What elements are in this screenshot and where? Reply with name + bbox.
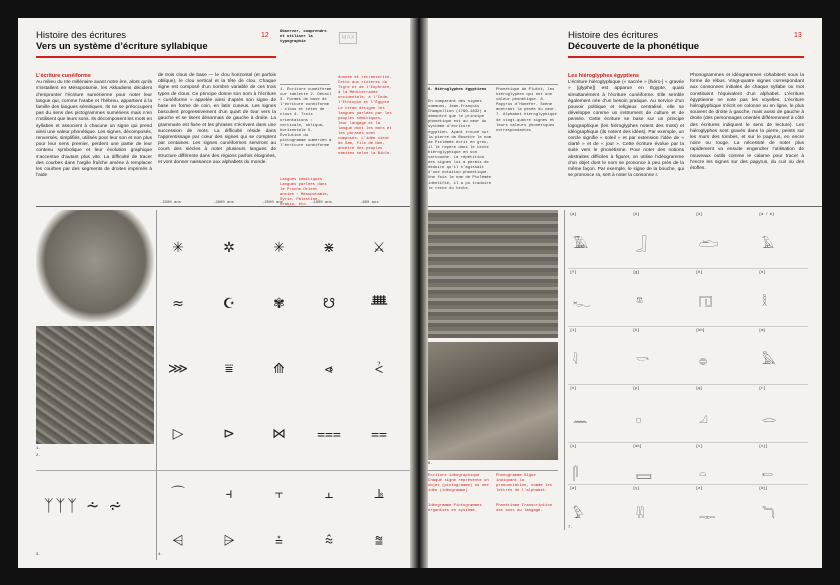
papyrus-hunefer-photo — [428, 342, 558, 460]
hiero-f-icon: 𓆑 — [573, 295, 592, 309]
left-page — [18, 18, 410, 568]
right-col1-text: L’écriture hiéroglyphique (« sacrée » [hiéro-] « gravée » [glyphe]) est apparue en Égypte, quasi simultanément à l’écriture cunéiforme. Elle semble également née d’un besoin pratique. Au service d’un pouvoir politique et religieux centralisé, elle se développe comme un instrument de culture et de pensée. Cette écriture se base sur un principe logographique (les hiéroglyphes notent des mots) et idéographique (ils notent des idées). Par exemple, un cercle signifie « soleil » et par extension l’idée de « clarté » et de « jour ». Cette écriture évolue par la suite vers le phonétisme. Pour noter des notions abstraites difficiles à figurer, on utilise l’idéogramme d’un objet dont le nom se prononce à peu près de la même façon. Par exemple, le signe de la bouche, qui se prononce ra, sert à noter la consonne r. — [568, 80, 684, 179]
alpha-label-24: [dj] — [759, 487, 768, 491]
left-mono-list: 1. Écriture cunéiforme sur tablette 2. Détail 3. Formes de base de l’écriture cunéiforme : clous et têtes de clous 4. Trois orientations : verticale, oblique, horizontale 5. Évolution du pictogramme sumérien à l’écriture cunéiforme — [280, 88, 332, 149]
right-mono-col1: En comparant des signes communs, Jean-François Champollion (1790-1832) a démontré que le principe phonétique est au cœur du système d’écriture égyptien. Ayant trouvé sur la pierre de Rosette le nom de Ptolémée écrit en grec, il le repère dans le texte hiéroglyphique en son cartouche. La répétition des signes lui a permis de déduire qu’il s’agissait d’une notation phonétique. Une fois le nom de Ptolémée identifié, il a pu traduire le reste du texte. — [428, 100, 492, 191]
alpha-label-1: [a] — [570, 213, 577, 217]
glyph-r4-c2: ⊳ — [223, 426, 235, 442]
clay-tablet-photo — [36, 210, 154, 322]
right-red-rule — [568, 56, 804, 58]
alpha-label-15: [q] — [696, 387, 703, 391]
hiero-dj-icon: 𓆓 — [762, 507, 775, 521]
glyph-r5-c5: ⫡ — [374, 486, 384, 502]
alpha-label-9: [i] — [570, 329, 577, 333]
hiero-m-icon: 𓅓 — [762, 353, 776, 367]
red-note-ideographic: Écriture idéographique Chaque signe représente un objet (pictogramme) ou une idée (idéogramme). — [428, 474, 489, 494]
hiero-s-icon: 𓋴 — [573, 467, 579, 481]
hiero-r-icon: 𓂋 — [762, 411, 777, 425]
glyph-r1-c5: ⚔ — [372, 240, 386, 256]
glyph-r2-c4: ☋ — [322, 296, 336, 312]
hiero-g-icon: 𓎼 — [636, 295, 644, 309]
alpha-label-18: [sh] — [633, 445, 642, 449]
timeline-rule — [36, 206, 410, 207]
right-mono-heading: 6. Hiéroglyphes égyptiens — [428, 88, 487, 92]
alpha-label-11: [kh] — [696, 329, 705, 333]
glyph-r3-c4: ⩹ — [324, 361, 334, 377]
left-header-title: Histoire des écritures — [36, 30, 127, 41]
hiero-d-icon: 𓂧 — [699, 237, 718, 251]
hiero-b-icon: 𓃀 — [636, 237, 647, 251]
alpha-row-rule-5 — [568, 484, 808, 485]
glyph-r6-c2: ⩥ — [223, 533, 235, 549]
alpha-label-20: [tj] — [759, 445, 768, 449]
glyph-r3-c1: ⋙ — [168, 361, 188, 377]
glyph-r5-c4: ⫠ — [324, 486, 334, 502]
red-note-phonetism: Phonétisme Transcription des sons du langage. — [496, 504, 553, 514]
hiero-a-icon: 𓅀 — [573, 237, 588, 251]
left-text-col2: de trois clous de base — le clou horizontal (et parfois oblique), le clou vertical et la tête de clou. Chaque signe est composé d’un nombre variable de ces trois types de clous. Ce principe donne son nom à l’écriture « cunéiforme » appelée ainsi d’après son signe de base en forme de coin, en latin cuneus. Les signes basculent progressivement d’un quart de tour vers la gauche et se lisent désormais de gauche à droite. La grammaire est fixée et les phrases s’écrivent dans une succession de mots. La difficulté réside dans l’apprentissage par cœur des signes qui se comptent par centaines. Les signes cunéiformes serviront au cours des siècles à noter plusieurs langues de structure différente dans des régions parfois éloignées, et vont donner naissance aux alphabets du monde. — [158, 73, 276, 165]
hiero-p-icon: 𓊪 — [636, 411, 641, 425]
left-mono-rule — [280, 84, 330, 85]
alpha-label-10: [k] — [633, 329, 640, 333]
glyph-grid-rule — [36, 470, 410, 471]
glyph-r6-c4: ⩯ — [324, 533, 334, 549]
glyph-grid-divider — [156, 210, 157, 560]
right-mono-rule — [428, 84, 558, 85]
hiero-h2-icon: 𓎛 — [762, 295, 768, 309]
hiero-k-icon: 𓎡 — [636, 353, 649, 367]
right-fig-number-7: 7. — [568, 526, 573, 530]
spread-gutter — [410, 18, 428, 568]
alpha-row-rule-3 — [568, 384, 808, 385]
fig-number-3: 3. — [36, 553, 41, 557]
left-header-subtitle: Vers un système d’écriture syllabique — [36, 41, 208, 52]
alphabet-grid-divider — [564, 210, 565, 530]
hiero-i-icon: 𓇋 — [573, 353, 578, 367]
hiero-tj-icon: 𓍿 — [762, 467, 774, 481]
glyph-r5-c3: ⫟ — [274, 486, 284, 502]
glyph-r4-c1: ▷ — [172, 426, 184, 442]
alpha-label-16: [r] — [759, 387, 766, 391]
fig-number-2: 2. — [36, 454, 41, 458]
hiero-z-icon: 𓊃 — [699, 507, 716, 521]
alpha-label-7: [h] — [696, 271, 703, 275]
hiero-sh-icon: 𓈙 — [636, 467, 652, 481]
left-mono-title: Observer, comprendre et utiliser la typographie — [280, 30, 327, 45]
left-mono-col2: donnée et retranscrite. Cette aux rivières du Tigre et de l’Euphrate, à la Méditerranée occidentale, à l’Inde, l’Ethiopie et l’Égypte Le terme désigne les langues parlées par les peuples sémitiques, leur langage et la langue dont les mots et les phrases sont composés. L’idée vient de Sem, fils de Noé, ancêtre des peuples sémites selon la Bible. — [338, 76, 392, 157]
tablet-detail-photo — [36, 326, 154, 444]
timeline-label-3: -2500 ans — [262, 201, 284, 205]
alpha-row-rule-4 — [568, 442, 808, 443]
left-mono-red-box: Langues sémitiques Langues parlées dans le Proche-Orient ancien : Mésopotamie, Syrie, Palestine, — [280, 178, 330, 203]
glyph-r4-c5: ⩵ — [370, 426, 388, 442]
glyph-r2-c3: ✾ — [273, 296, 285, 312]
right-intro-heading: Les hiéroglyphes égyptiens — [568, 73, 639, 79]
glyph-r1-c1: ✳ — [172, 240, 184, 256]
right-fig-number-6: 6. — [428, 462, 433, 466]
right-text-col2: Phonogrammes et idéogrammes cohabitent sous la forme de rébus. Vingt-quatre signes correspondant aux consonnes initiales de chaque syllabe ou mot constituent l’équivalent d’un alphabet. L’écriture égyptienne ne note pas les voyelles. L’écriture hiéroglyphique s’écrit en colonne ou en ligne, le plus souvent de droite à gauche, mais aussi de gauche à droite (des personnages orientés différemment à côté des écritures indiquent le sens de lecture). Les hiéroglyphes sont gravés dans la pierre, peints sur les murs des tombes, et sur le papyrus, en encre noire ou rouge. La nécessité de noter plus rapidement va ensuite engendrer l’utilisation de nouveaux outils comme le calame pour tracer à l’encre les signes sur des papyrus, du cuir ou des étoffes. — [690, 73, 804, 172]
timeline-label-2: -2800 ans — [213, 201, 235, 205]
red-note-ideogram: Idéogramme Pictogrammes organisés en système. — [428, 504, 482, 514]
alpha-label-2: [b] — [633, 213, 640, 217]
alpha-row-rule-2 — [568, 326, 808, 327]
glyph-r6-c1: ⩤ — [172, 533, 184, 549]
timeline-label-1: -3300 ans — [160, 201, 182, 205]
alpha-label-4: [a / e] — [759, 213, 775, 217]
alpha-label-5: [f] — [570, 271, 577, 275]
glyph-r5-c2: ⫞ — [225, 486, 233, 502]
glyph-r3-c5: ⩻ — [375, 361, 383, 377]
alpha-row-rule-1 — [568, 268, 808, 269]
right-top-rule — [428, 206, 822, 207]
alpha-label-21: [w] — [570, 487, 577, 491]
right-page-number: 13 — [794, 32, 802, 39]
cuneiform-base-strokes: ᛉᛉᛉ ⩪ ⩫ — [44, 496, 124, 515]
right-header — [568, 30, 699, 52]
glyph-r2-c1: ≈ — [172, 296, 184, 312]
glyph-r3-c2: ⩸ — [224, 361, 234, 377]
right-text-col1 — [568, 73, 684, 179]
hiero-y-icon: 𓇌 — [636, 507, 644, 521]
hiero-t-icon: 𓏏 — [699, 467, 707, 481]
red-note-phonogram: Phonogramme Signe indiquant la prononciation, comme les lettres de l’alphabet. — [496, 474, 553, 494]
glyph-r6-c3: ⩮ — [274, 533, 284, 549]
alpha-label-19: [t] — [696, 445, 703, 449]
alpha-label-8: [h] — [759, 271, 766, 275]
right-mono-col2: Phonétique de Plutôt, les hiéroglyphes qui ont une valeur phonétique. 8. Papyrus d’Hunefer. Scène montrant la pesée du cœur. 7. Alphabet hiéroglyphique de vingt-quatre signes et leurs valeurs phonétiques correspondantes — [496, 88, 557, 133]
left-intro-heading: L’écriture cunéiforme — [36, 73, 91, 79]
timeline-label-4: -1800 ans — [311, 201, 333, 205]
glyph-r5-c1: ⌒ — [171, 486, 185, 502]
hiero-w-icon: 𓅱 — [573, 507, 584, 521]
left-red-rule — [36, 56, 276, 58]
hiero-h-icon: 𓉔 — [699, 295, 713, 309]
alpha-label-14: [p] — [633, 387, 640, 391]
left-page-number: 12 — [261, 32, 269, 39]
hieroglyph-stone-photo — [428, 210, 558, 338]
right-header-title: Histoire des écritures — [568, 30, 659, 41]
alpha-label-6: [g] — [633, 271, 640, 275]
alpha-label-12: [m] — [759, 329, 766, 333]
hiero-kh-icon: 𓐍 — [699, 353, 708, 367]
alpha-label-17: [s] — [570, 445, 577, 449]
glyph-r2-c2: ☪ — [222, 296, 236, 312]
glyph-r4-c4: ⩶ — [317, 426, 341, 442]
glyph-r1-c3: ✳ — [273, 240, 285, 256]
glyph-r4-c3: ⋈ — [272, 426, 286, 442]
left-header — [36, 30, 208, 52]
right-bottom-rule — [428, 470, 558, 471]
alpha-label-23: [z] — [696, 487, 703, 491]
max-logo: MAX — [339, 32, 357, 44]
alpha-label-22: [y] — [633, 487, 640, 491]
timeline-label-5: -600 ans — [360, 201, 379, 205]
fig-number-4: 4. — [158, 553, 163, 557]
glyph-r1-c4: ⋇ — [323, 240, 335, 256]
hiero-n-icon: 𓈖 — [573, 411, 588, 425]
right-page — [428, 18, 822, 568]
right-header-subtitle: Découverte de la phonétique — [568, 41, 700, 52]
hiero-q-icon: 𓈎 — [699, 411, 708, 425]
left-text-col1 — [36, 73, 152, 179]
fig-number-1: 1. — [36, 447, 41, 451]
glyph-r2-c5: ᚙ — [370, 296, 388, 312]
left-col1-text: Au milieu du IIIe millénaire avant notre ère, alors qu’ils s’installent en Mésopotamie, les Akkadiens décident d’emprunter l’écriture sumérienne pour noter leur langue qui, comme l’arabe et l’hébreu, appartient à la famille des langues sémitiques. Ils ne se préoccupent pas du sens des pictogrammes sumériens mais n’en n’utilisent que leurs sons. Ils décomposent les mots en syllabes et associent à chacune un signe qui prend ainsi une valeur phonétique. Les signes, décomposés, renversés, simplifiés, utilisés pour leur son et non plus pour leur sens premier, perdent une partie de leur contenu symbolique et leur évolution graphique s’accentue d’autant plus vite. La difficulté de tracer des courbes dans l’argile fraîche amène à remplacer les courbes par des segments de droites imprimés à l’aide — [36, 80, 152, 179]
alpha-label-13: [n] — [570, 387, 577, 391]
glyph-r1-c2: ✲ — [223, 240, 235, 256]
glyph-r3-c3: ⟰ — [273, 361, 285, 377]
glyph-r6-c5: ⩰ — [374, 533, 384, 549]
alpha-label-3: [d] — [696, 213, 703, 217]
hiero-ae-icon: 𓄿 — [762, 237, 774, 251]
